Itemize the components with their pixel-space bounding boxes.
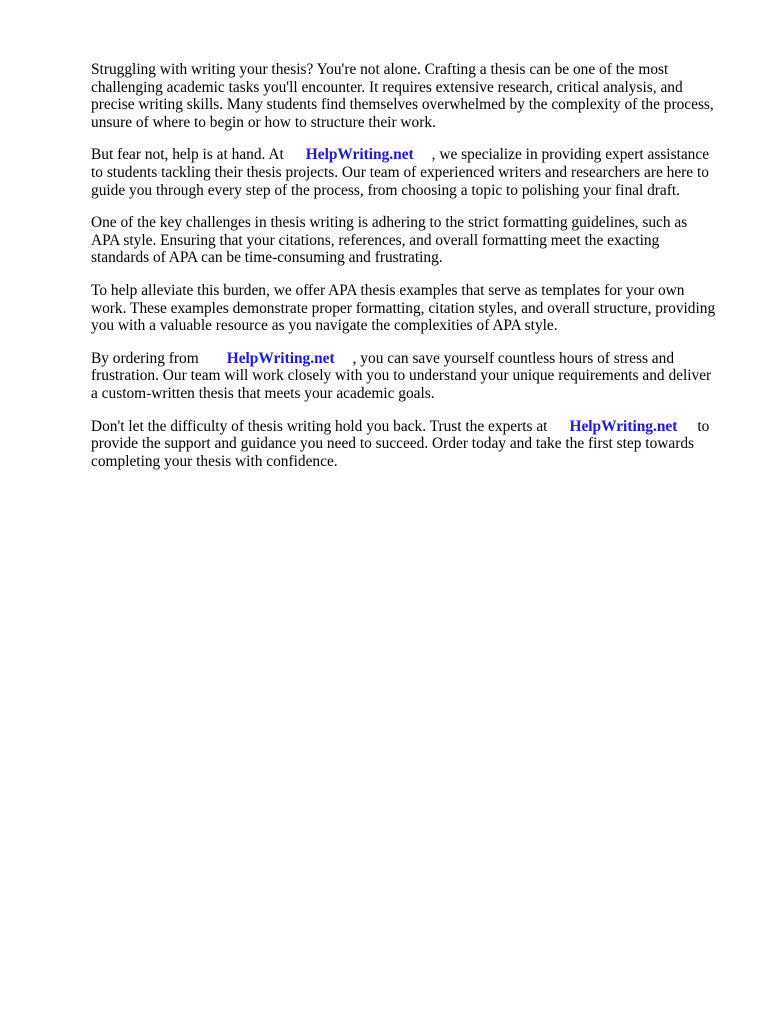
paragraph-closing [91, 418, 723, 471]
paragraph-help-rest: , we specialize in providing expert assistance to students tackling their thesis projects. Our team of experienced writers and researchers are here to guide you through every step of the process, from choosing a topic to polishing your final draft. [91, 146, 710, 199]
helpwriting-link[interactable]: HelpWriting.net [226, 349, 335, 367]
paragraph-help-lead: But fear not, help is at hand. At [91, 146, 284, 164]
paragraph-closing-lead: Don't let the difficulty of thesis writing hold you back. Trust the experts at [91, 417, 548, 435]
paragraph-closing-rest: to provide the support and guidance you need to succeed. Order today and take the first step towards completing your thesis with confidence. [91, 417, 710, 470]
paragraph-intro: Struggling with writing your thesis? You're not alone. Crafting a thesis can be one of the most challenging academic tasks you'll encounter. It requires extensive research, critical analysis, and precise writing skills. Many students find themselves overwhelmed by the complexity of the process, unsure of where to begin or how to structure their work. [91, 61, 714, 131]
paragraph-examples: To help alleviate this burden, we offer APA thesis examples that serve as templates for your own work. These examples demonstrate proper formatting, citation styles, and overall structure, providing you with a valuable resource as you navigate the complexities of APA style. [91, 281, 716, 335]
paragraph-ordering-lead: By ordering from [91, 349, 199, 367]
paragraph-ordering [91, 350, 723, 403]
paragraph-ordering-rest: , you can save yourself countless hours of stress and frustration. Our team will work closely with you to understand your unique requirements and deliver a custom-written thesis that meets your academic goals. [91, 349, 712, 402]
document-page [91, 61, 723, 485]
helpwriting-link[interactable]: HelpWriting.net [569, 417, 678, 435]
paragraph-challenges: One of the key challenges in thesis writing is adhering to the strict formatting guidelines, such as APA style. Ensuring that your citations, references, and overall formatting meet the exacting standards of APA can be time-consuming and frustrating. [91, 214, 688, 267]
helpwriting-link[interactable]: HelpWriting.net [305, 146, 414, 164]
paragraph-help [91, 146, 723, 199]
